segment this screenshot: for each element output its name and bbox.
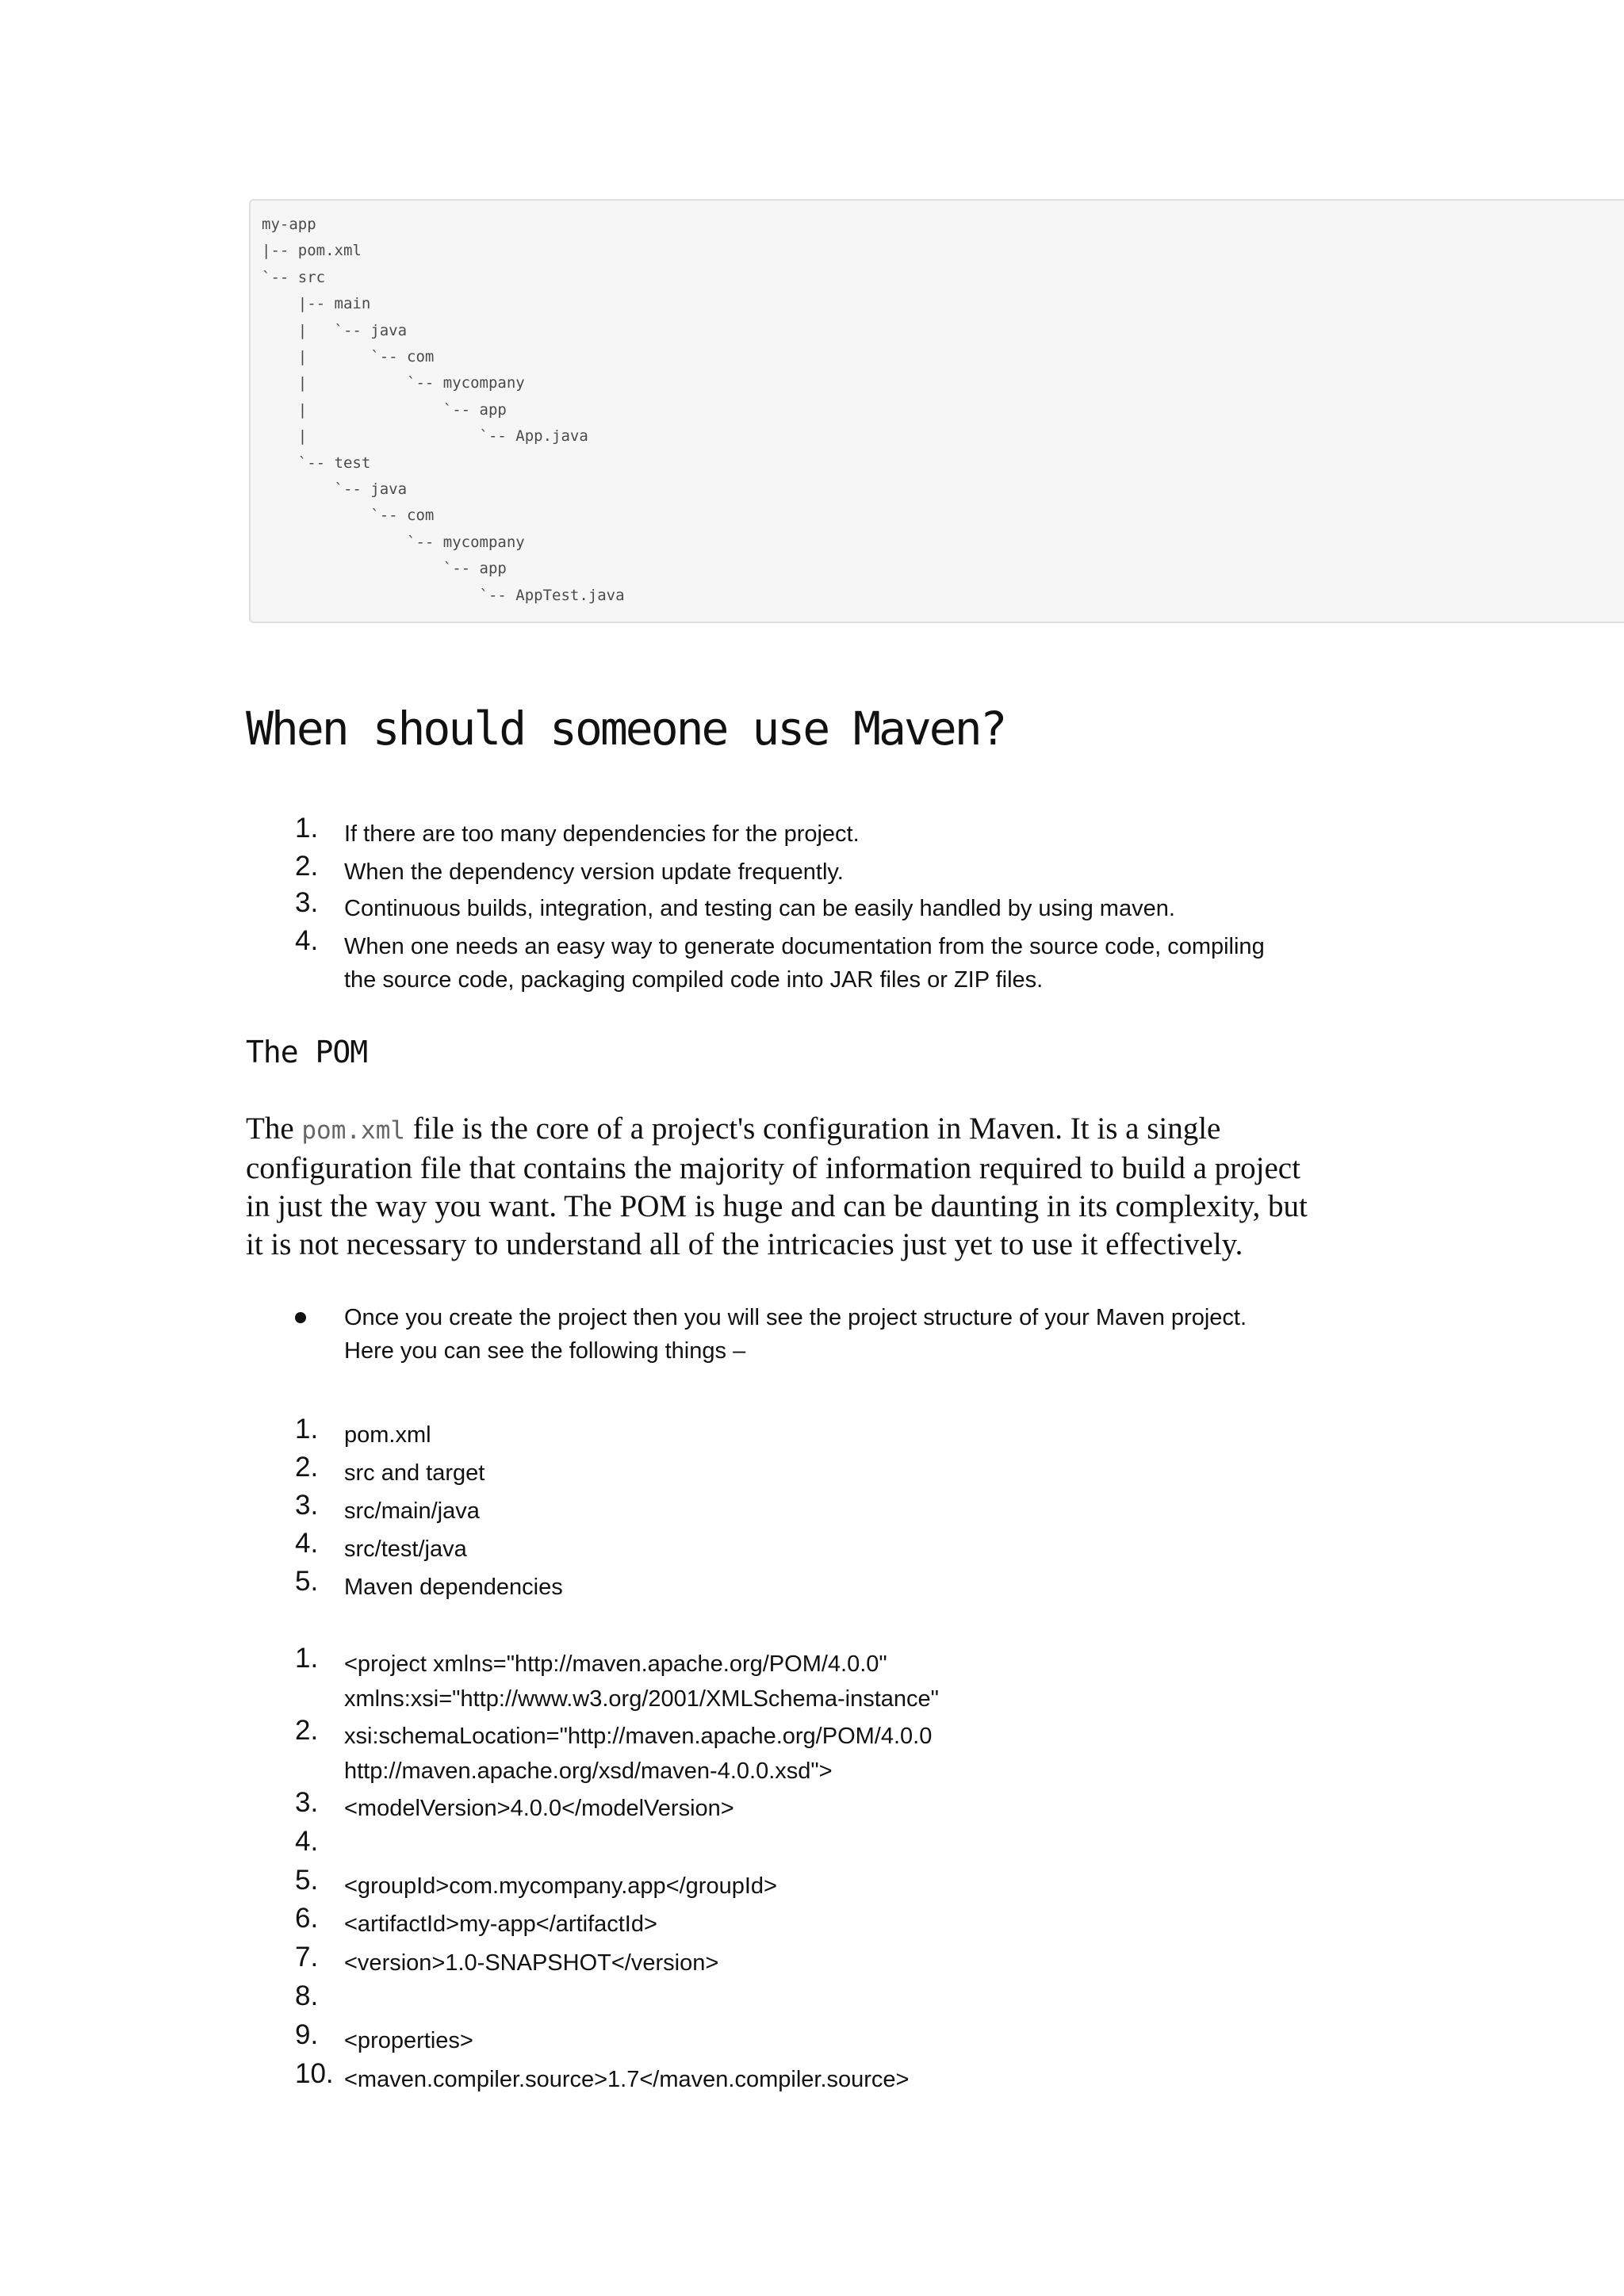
code-line: `-- com [262, 507, 435, 525]
list-text: <project xmlns="http://maven.apache.org/POM/4.0.0" [344, 1651, 887, 1677]
paragraph-line: in just the way you want. The POM is huge and can be daunting in its complexity, but [246, 1189, 1308, 1223]
paragraph-line [246, 1110, 1372, 1150]
list-number: 7. [295, 1942, 319, 1973]
list-text: xmlns:xsi="http://www.w3.org/2001/XMLSchema-instance" [344, 1686, 939, 1712]
list-number: 1. [295, 1643, 319, 1674]
list-text: <groupId>com.mycompany.app</groupId> [344, 1873, 777, 1899]
list-text: <modelVersion>4.0.0</modelVersion> [344, 1796, 734, 1821]
code-line: | `-- mycompany [262, 374, 525, 392]
list-number: 5. [295, 1865, 319, 1896]
list-number: 5. [295, 1566, 319, 1597]
code-line: my-app [262, 216, 316, 233]
list-text: src/main/java [344, 1498, 480, 1524]
inline-code-pom-xml: pom.xml [301, 1116, 406, 1145]
paragraph-text: file is the core of a project's configuration in Maven. It is a single [405, 1112, 1221, 1146]
list-number: 2. [295, 1452, 319, 1483]
list-number: 6. [295, 1903, 319, 1934]
list-number: 4. [295, 1528, 319, 1559]
code-line: |-- pom.xml [262, 242, 362, 260]
list-text: <artifactId>my-app</artifactId> [344, 1911, 657, 1937]
heading-the-pom: The POM [246, 1035, 368, 1070]
list-number: 2. [295, 851, 319, 882]
list-text: If there are too many dependencies for the project. [344, 821, 860, 847]
list-text: <maven.compiler.source>1.7</maven.compiler.source> [344, 2067, 910, 2092]
list-text: When the dependency version update frequently. [344, 859, 844, 885]
code-line: | `-- java [262, 321, 408, 339]
bullet-text: Once you create the project then you will see the project structure of your Maven project. [344, 1305, 1247, 1330]
list-number: 3. [295, 1787, 319, 1818]
code-line: `-- test [262, 453, 371, 472]
list-number: 10. [295, 2058, 334, 2089]
list-number: 1. [295, 813, 319, 844]
list-number: 9. [295, 2019, 319, 2050]
list-text: Maven dependencies [344, 1575, 563, 1600]
paragraph-line: configuration file that contains the majority of information required to build a project [246, 1151, 1300, 1185]
code-line: |-- main [262, 295, 371, 313]
list-text: <properties> [344, 2028, 473, 2053]
code-line: | `-- com [262, 348, 435, 366]
list-text: the source code, packaging compiled code into JAR files or ZIP files. [344, 967, 1044, 993]
bullet-dot [295, 1312, 306, 1323]
code-line: `-- mycompany [262, 533, 525, 551]
bullet-text: Here you can see the following things – [344, 1338, 746, 1364]
project-tree-code-block [249, 199, 1624, 623]
paragraph-line: it is not necessary to understand all of the intricacies just yet to use it effectively. [246, 1227, 1243, 1261]
list-number: 3. [295, 887, 319, 918]
paragraph-prefix: The [246, 1112, 302, 1146]
list-text: http://maven.apache.org/xsd/maven-4.0.0.xsd"> [344, 1758, 833, 1784]
list-number: 8. [295, 1980, 319, 2011]
list-text: pom.xml [344, 1422, 431, 1448]
list-number: 4. [295, 925, 319, 956]
list-number: 4. [295, 1826, 319, 1857]
list-text: xsi:schemaLocation="http://maven.apache.org/POM/4.0.0 [344, 1724, 933, 1749]
code-line: | `-- App.java [262, 427, 588, 446]
pom-paragraph [246, 1110, 1372, 1264]
list-number: 3. [295, 1490, 319, 1521]
code-line: `-- java [262, 480, 408, 499]
list-text: <version>1.0-SNAPSHOT</version> [344, 1950, 719, 1976]
list-number: 2. [295, 1715, 319, 1746]
list-text: When one needs an easy way to generate documentation from the source code, compiling [344, 934, 1265, 959]
code-line: `-- app [262, 560, 507, 578]
list-text: src and target [344, 1460, 485, 1486]
code-line: | `-- app [262, 400, 507, 419]
code-line: `-- AppTest.java [262, 586, 625, 604]
list-text: Continuous builds, integration, and testing can be easily handled by using maven. [344, 896, 1175, 921]
list-text: src/test/java [344, 1536, 467, 1562]
code-line: `-- src [262, 268, 326, 286]
heading-when-use-maven: When should someone use Maven? [246, 702, 1005, 756]
list-number: 1. [295, 1414, 319, 1445]
